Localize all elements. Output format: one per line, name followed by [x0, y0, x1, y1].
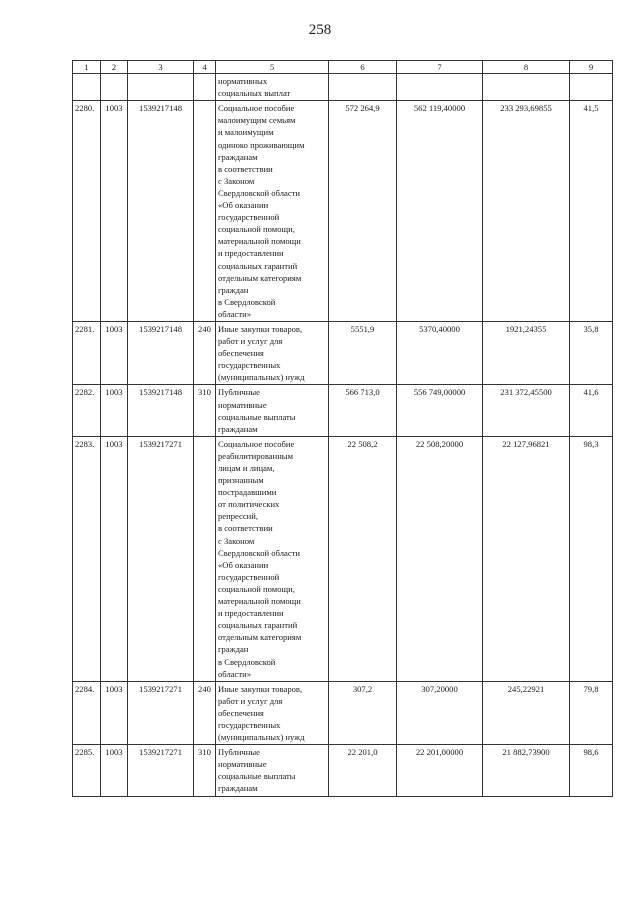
cell-section-code: 1003 [101, 321, 128, 384]
cell-value-col8: 231 372,45500 [483, 385, 570, 436]
cell-value-col6: 307,2 [329, 681, 397, 744]
cell-target-article: 1539217271 [128, 745, 194, 796]
cell-code [101, 74, 128, 101]
column-number-header-row [73, 61, 613, 74]
cell-value-col6: 566 713,0 [329, 385, 397, 436]
cell-expense-type: 240 [194, 321, 216, 384]
header-cell: 2 [101, 61, 128, 74]
cell-name: Публичные нормативные социальные выплаты гражданам [216, 385, 329, 436]
cell-row-number: 2280. [73, 101, 101, 322]
cell-value-col7: 22 508,20000 [397, 436, 483, 681]
header-cell: 9 [570, 61, 613, 74]
cell-section-code: 1003 [101, 385, 128, 436]
cell-name: Публичные нормативные социальные выплаты гражданам [216, 745, 329, 796]
table-row [73, 745, 613, 796]
header-cell: 4 [194, 61, 216, 74]
cell-row-number: 2284. [73, 681, 101, 744]
cell-row-number: 2282. [73, 385, 101, 436]
cell-value-col7: 5370,40000 [397, 321, 483, 384]
cell-name: Социальное пособие реабилитированным лицам и лицам, признанным пострадавшими от политических репрессий, в соответствии с Законом Свердловской области «Об оказании государственной социальной помощи, материальной помощи и предоставлении социальных гарантий отдельным категориям граждан в Свердловской области» [216, 436, 329, 681]
header-cell: 8 [483, 61, 570, 74]
cell-target [128, 74, 194, 101]
cell-percent: 41,5 [570, 101, 613, 322]
cell-v6 [329, 74, 397, 101]
table-row [73, 321, 613, 384]
cell-name: Социальное пособие малоимущим семьям и малоимущим одиноко проживающим гражданам в соответствии с Законом Свердловской области «Об оказании государственной социальной помощи, материальной помощи и предоставлении социальных гарантий отдельным категориям граждан в Свердловской области» [216, 101, 329, 322]
cell-value-col8: 1921,24355 [483, 321, 570, 384]
cell-target-article: 1539217148 [128, 321, 194, 384]
cell-expense-type: 310 [194, 385, 216, 436]
cell-num [73, 74, 101, 101]
cell-row-number: 2281. [73, 321, 101, 384]
cell-target-article: 1539217271 [128, 436, 194, 681]
cell-value-col6: 22 508,2 [329, 436, 397, 681]
page-number: 258 [308, 22, 332, 38]
header-cell: 3 [128, 61, 194, 74]
cell-row-number: 2285. [73, 745, 101, 796]
cell-value-col8: 21 882,73900 [483, 745, 570, 796]
cell-value-col7: 556 749,00000 [397, 385, 483, 436]
cell-value-col7: 562 119,40000 [397, 101, 483, 322]
header-cell: 1 [73, 61, 101, 74]
table-row [73, 681, 613, 744]
cell-value-col7: 22 201,00000 [397, 745, 483, 796]
cell-name: нормативных социальных выплат [216, 74, 329, 101]
cell-value-col7: 307,20000 [397, 681, 483, 744]
cell-percent: 79,8 [570, 681, 613, 744]
cell-v8 [483, 74, 570, 101]
cell-v9 [570, 74, 613, 101]
cell-value-col6: 572 264,9 [329, 101, 397, 322]
cell-name: Иные закупки товаров, работ и услуг для обеспечения государственных (муниципальных) нужд [216, 681, 329, 744]
cell-target-article: 1539217148 [128, 385, 194, 436]
cell-row-number: 2283. [73, 436, 101, 681]
cell-percent: 98,6 [570, 745, 613, 796]
cell-expense-type: 240 [194, 681, 216, 744]
header-cell: 6 [329, 61, 397, 74]
cell-expense-type [194, 436, 216, 681]
cell-target-article: 1539217271 [128, 681, 194, 744]
cell-section-code: 1003 [101, 681, 128, 744]
cell-expense-type: 310 [194, 745, 216, 796]
table-row [73, 385, 613, 436]
header-cell: 7 [397, 61, 483, 74]
cell-value-col8: 233 293,69855 [483, 101, 570, 322]
cell-target-article: 1539217148 [128, 101, 194, 322]
cell-section-code: 1003 [101, 436, 128, 681]
cell-value-col8: 245,22921 [483, 681, 570, 744]
continuation-row [73, 74, 613, 101]
budget-table [72, 60, 613, 797]
cell-expense-type [194, 101, 216, 322]
cell-percent: 98,3 [570, 436, 613, 681]
cell-vr [194, 74, 216, 101]
cell-section-code: 1003 [101, 745, 128, 796]
table-row [73, 101, 613, 322]
cell-v7 [397, 74, 483, 101]
cell-section-code: 1003 [101, 101, 128, 322]
header-cell: 5 [216, 61, 329, 74]
cell-percent: 41,6 [570, 385, 613, 436]
cell-value-col6: 5551,9 [329, 321, 397, 384]
cell-name: Иные закупки товаров, работ и услуг для обеспечения государственных (муниципальных) нужд [216, 321, 329, 384]
cell-value-col6: 22 201,0 [329, 745, 397, 796]
table-row [73, 436, 613, 681]
cell-percent: 35,8 [570, 321, 613, 384]
cell-value-col8: 22 127,96821 [483, 436, 570, 681]
